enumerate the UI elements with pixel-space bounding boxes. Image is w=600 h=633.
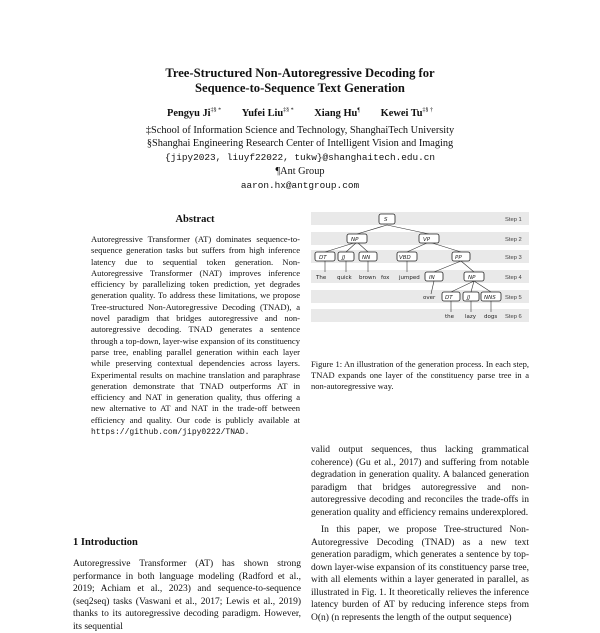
introduction-text: Autoregressive Transformer (AT) has shown strong performance in both language modeling (Radford et al., 2019; Achiam et al., 2023) and sequence-to-sequence (seq2seq) tasks (Vaswani et al., 2017; Lewis et al., 2019) thanks to its autoregressive decoding paradigm. However, its sequential [73,559,301,632]
step-label: Step 4 [505,275,522,281]
node-label: PP [455,255,462,261]
step-label: Step 1 [505,217,522,223]
author-list [0,108,600,119]
node-label: VBD [399,255,411,261]
node-label: NP [468,275,476,281]
paragraph: valid output sequences, thus lacking grammatical coherence) (Gu et al., 2017) and suffering from notable degradation in generation quality. A balanced generation paradigm that bridges autoregressive and non-autoregressive decoding and reconciles the trade-offs in generation quality and efficiency remains underexplored. [311,445,529,518]
word: dogs [484,314,498,320]
node-label: DT [319,255,327,261]
node-label: JJ [467,295,471,301]
author-3: Xiang Hu¶ [314,108,361,120]
node-label: IN [429,275,435,281]
section-heading-introduction: 1 Introduction [73,537,138,548]
node-label: S [384,217,388,223]
step-label: Step 2 [505,237,522,243]
node-label: DT [445,295,453,301]
abstract-body [91,234,300,438]
ant-group-email: aaron.hx@antgroup.com [240,180,360,191]
tree-node [463,292,479,301]
author-emails: {jipy2023, liuyf22022, tukw}@shanghaitech.edu.cn [164,152,436,163]
node-label: NNS [484,295,496,301]
affiliation-ant-group: ¶Ant Group [275,166,325,177]
word: fox [381,275,390,281]
node-label: NN [362,255,371,261]
abstract-text: Autoregressive Transformer (AT) dominates sequence-to-sequence generation tasks but suffers from high inference latency due to sequential token generation. Non-Autoregressive Transformer (NAT) improves inference efficiency by parallelizing token prediction, yet degrades generation quality. To address these limitations, we propose Tree-structured Non-Autoregressive Decoding (TNAD), a novel paradigm that bridges autoregressive and non-autoregressive decoding. TNAD generates a sentence through a top-down, layer-wise expansion of its constituency parse tree, enabling parallel generation within each layer while preserving contextual dependencies across layers. Experimental results on machine translation and paraphrase generation demonstrate that TNAD outperforms AT in efficiency and NAT in generation quality, thus offering a new alternative to AT and NAT in the trade-off between efficiency and quality. Our code is publicly available at [91,234,300,425]
paper-title-line-2: Sequence-to-Sequence Text Generation [195,81,405,95]
affiliation-research-center: §Shanghai Engineering Research Center of Intelligent Vision and Imaging [146,138,454,149]
author-1: Pengyu Ji‡§ * [166,108,222,120]
code-url: https://github.com/jipy0222/TNAD. [91,428,250,438]
paper-title-line-1: Tree-Structured Non-Autoregressive Decoding for [165,66,435,80]
word: over [423,295,436,301]
author-2: Yufei Liu‡§ * [241,108,294,120]
node-label: JJ [342,255,346,261]
abstract-heading: Abstract [175,214,215,225]
word: brown [359,275,376,281]
figure-caption: Figure 1: An illustration of the generation process. In each step, TNAD expands one layer of the constituency parse tree in a non-autoregressive way. [311,359,529,391]
node-label: VP [423,237,431,243]
word: quick [337,275,352,281]
node-label: NP [351,237,359,243]
step-band-1 [311,212,529,225]
author-4: Kewei Tu‡§ † [380,108,434,120]
step-label: Step 5 [505,295,522,301]
step-label: Step 3 [505,255,522,261]
word: the [445,314,455,320]
parse-tree-figure [311,210,529,350]
affiliation-shanghaitech: ‡School of Information Science and Technology, ShanghaiTech University [145,125,455,136]
paragraph: In this paper, we propose Tree-structured Non-Autoregressive Decoding (TNAD) as a new text generation paradigm, which generates a sentence by top-down layer-wise expansion of its constituency parse tree, with all elements within a layer generated in parallel, as illustrated in Fig. 1. It theoretically relieves the inference latency burden of AT by reducing inference steps from O(n) (n represents the length of the output sequence) [311,525,529,623]
word: The [316,275,327,281]
word: jumped [399,275,420,281]
right-column-text [311,444,529,624]
tree-node [338,252,354,261]
word: lazy [465,314,477,320]
step-label: Step 6 [505,314,522,320]
